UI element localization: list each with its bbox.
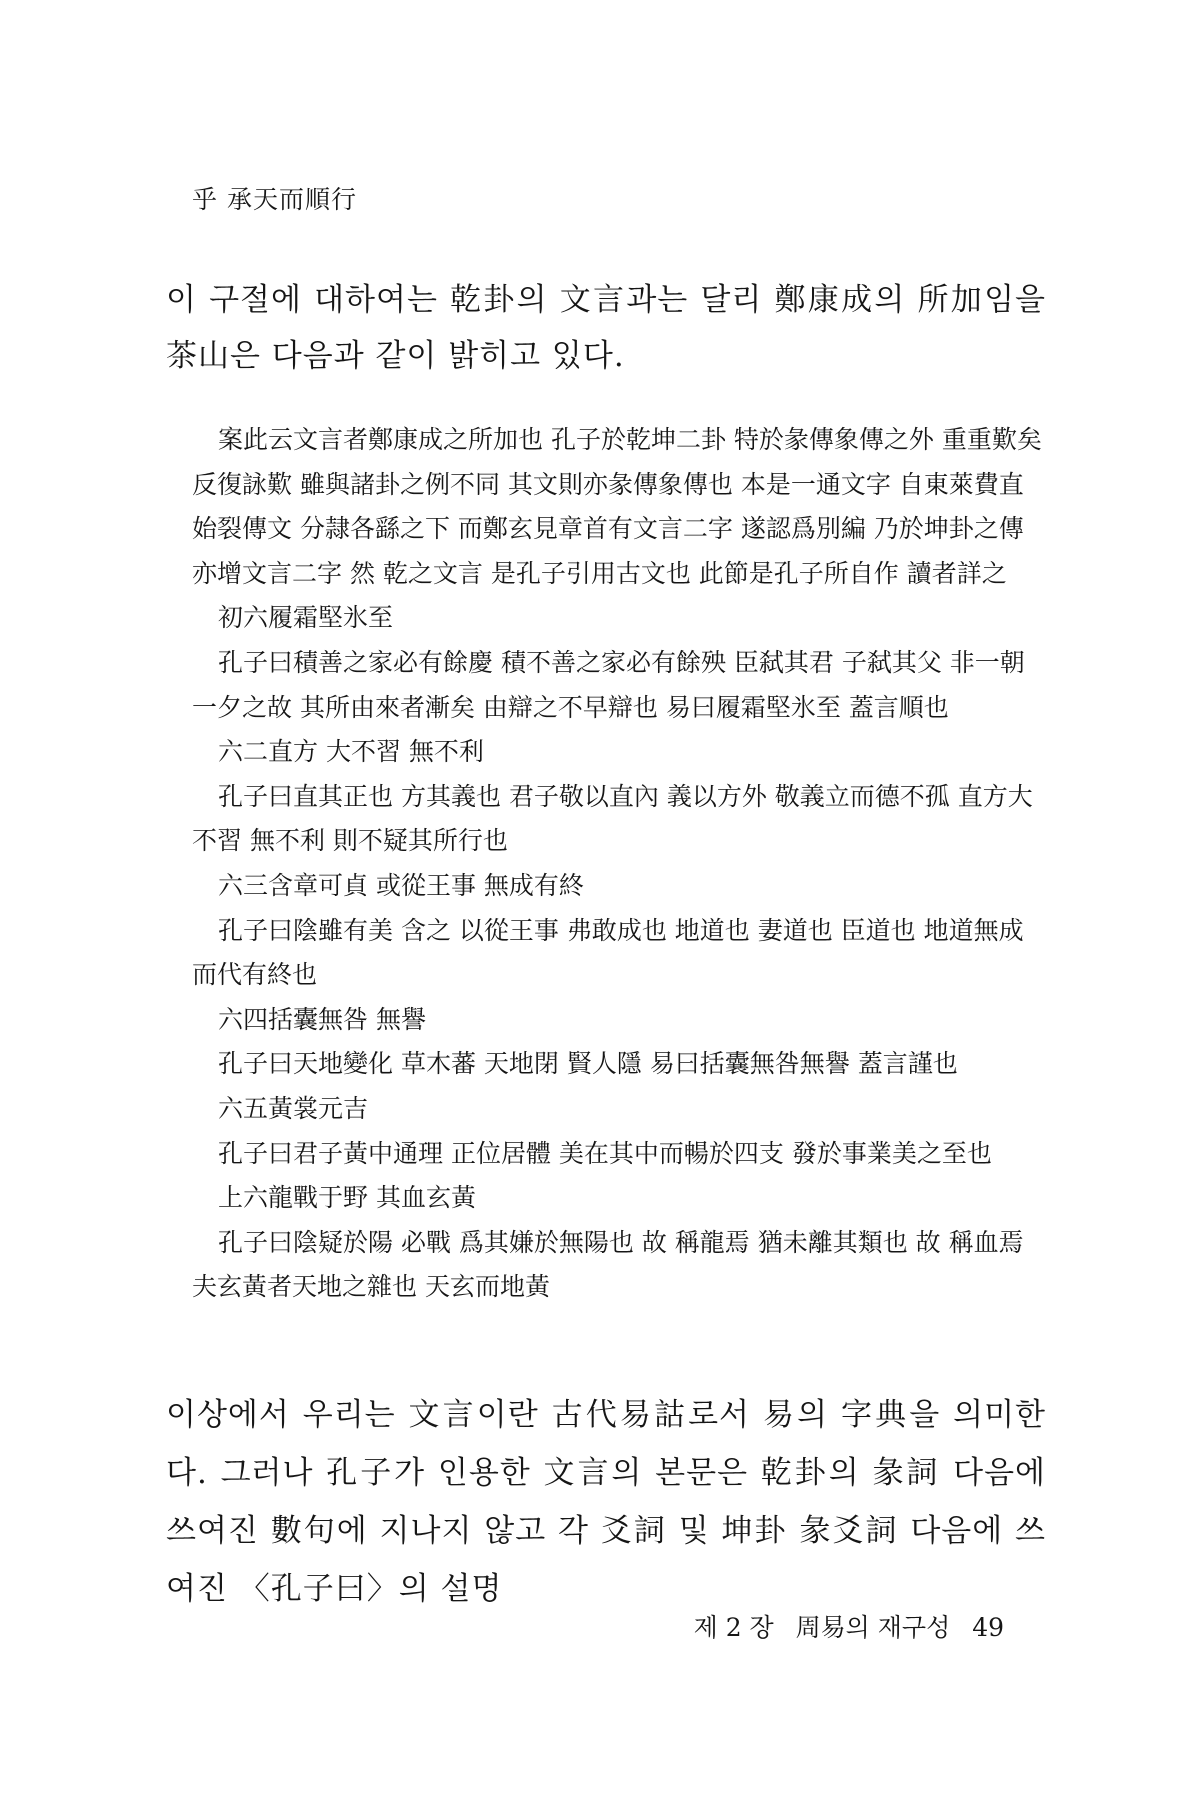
page-number: 49 (972, 1613, 1004, 1642)
continued-quote-line: 乎 承天而順行 (192, 185, 357, 214)
quote-commentary-5: 孔子曰君子黃中通理 正位居體 美在其中而暢於四支 發於事業美之至也 (218, 1138, 992, 1168)
intro-paragraph: 이 구절에 대하여는 乾卦의 文言과는 달리 鄭康成의 所加임을 茶山은 다음과 같이 밝히고 있다. (166, 282, 1046, 374)
quote-commentary-4: 孔子曰天地變化 草木蕃 天地閉 賢人隱 易曰括囊無咎無譽 蓋言謹也 (218, 1049, 958, 1079)
quote-verse-1: 初六履霜堅氷至 (218, 603, 394, 633)
chapter-label: 제 2 장 (693, 1613, 774, 1642)
quote-verse-2: 六二直方 大不習 無不利 (218, 737, 484, 767)
quote-note: 案此云文言者鄭康成之所加也 孔子於乾坤二卦 特於彖傳象傳之外 重重歎矣 反復詠歎 雖與諸卦之例不同 其文則亦彖傳象傳也 本是一通文字 自東萊費直 始裂傳文 分隷各繇之下 而鄭玄見章首有文言二字 遂認爲別編 乃於坤卦之傳 亦增文言二字 然 乾之文言 是孔子引用古文也 此節是孔子所自作 讀者詳之 (192, 425, 1042, 588)
chapter-title: 周易의 재구성 (795, 1613, 951, 1642)
quote-verse-5: 六五黃裳元吉 (218, 1093, 369, 1123)
block-quote (192, 418, 1046, 1310)
quote-verse-3: 六三含章可貞 或從王事 無成有終 (218, 870, 584, 900)
quote-commentary-1: 孔子曰積善之家必有餘慶 積不善之家必有餘殃 臣弑其君 子弑其父 非一朝一夕之故 其所由來者漸矣 由辯之不早辯也 易曰履霜堅氷至 蓋言順也 (192, 647, 1025, 722)
quote-commentary-2: 孔子曰直其正也 方其義也 君子敬以直內 義以方外 敬義立而德不孤 直方大不習 無不利 則不疑其所行也 (192, 781, 1033, 856)
quote-verse-4: 六四括囊無咎 無譽 (218, 1004, 426, 1034)
quote-verse-6: 上六龍戰于野 其血玄黃 (218, 1183, 476, 1213)
closing-paragraph: 이상에서 우리는 文言이란 古代易詁로서 易의 字典을 의미한다. 그러나 孔子가 인용한 文言의 본문은 乾卦의 彖詞 다음에 쓰여진 數句에 지나지 않고 각 爻詞 및 坤卦 彖爻詞 다음에 쓰여진 〈孔子曰〉의 설명 (166, 1397, 1046, 1607)
quote-commentary-3: 孔子曰陰雖有美 含之 以從王事 弗敢成也 地道也 妻道也 臣道也 地道無成而代有終也 (192, 915, 1024, 990)
page-footer (680, 1608, 1004, 1644)
quote-commentary-6: 孔子曰陰疑於陽 必戰 爲其嫌於無陽也 故 稱龍焉 猶未離其類也 故 稱血焉 夫玄黃者天地之雜也 天玄而地黃 (192, 1227, 1024, 1302)
